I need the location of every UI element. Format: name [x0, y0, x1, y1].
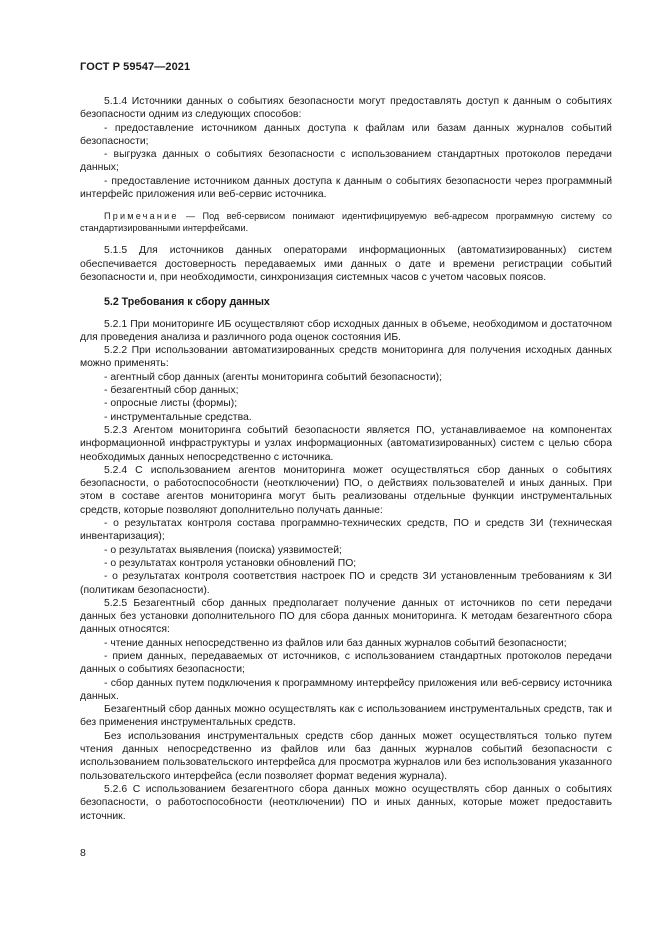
- list-item: - предоставление источником данных доступа к данным о событиях безопасности через программный интерфейс приложения или веб-сервис источника.: [80, 175, 612, 202]
- paragraph-5-1-4: 5.1.4 Источники данных о событиях безопасности могут предоставлять доступ к данным о событиях безопасности одним из следующих способов:: [80, 96, 612, 121]
- list-item: - о результатах контроля состава программно-технических средств, ПО и средств ЗИ (техническая инвентаризация);: [80, 517, 612, 544]
- paragraph-5-1-5: 5.1.5 Для источников данных операторами информационных (автоматизированных) систем обеспечивается достоверность передаваемых ими данных о дате и времени регистрации событий безопасности и, при необходимости, синхронизация системных часов с учетом часовых поясов.: [80, 245, 612, 283]
- list-item: - о результатах контроля установки обновлений ПО;: [80, 557, 612, 570]
- paragraph-5-2-3: 5.2.3 Агентом мониторинга событий безопасности является ПО, устанавливаемое на компонентах информационной инфраструктуры и узлах информационных (автоматизированных) систем с целью сбора необходимых данных непосредственно с источника.: [80, 424, 612, 463]
- paragraph-5-2-2: 5.2.2 При использовании автоматизированных средств мониторинга для получения исходных данных можно применять:: [80, 345, 612, 370]
- list-item: - выгрузка данных о событиях безопасности с использованием стандартных протоколов передачи данных;: [80, 148, 612, 175]
- note-text: — Под веб-сервисом понимают идентифицируемую веб-адресом программную систему со стандартизированными интерфейсами.: [80, 211, 612, 234]
- document-id-header: ГОСТ Р 59547—2021: [80, 61, 191, 73]
- paragraph-5-2-5: 5.2.5 Безагентный сбор данных предполагает получение данных от источников по сети передачи данных без установки дополнительного ПО для сбора данных мониторинга. К методам безагентного сбора данных относятся:: [80, 597, 612, 636]
- section-title: 5.2 Требования к сбору данных: [104, 296, 270, 309]
- note-label: Примечание: [104, 211, 179, 222]
- list-item: - прием данных, передаваемых от источников, с использованием стандартных протоколов передачи данных о событиях безопасности;: [80, 650, 612, 677]
- document-body: [80, 95, 612, 823]
- list-item: - чтение данных непосредственно из файлов или баз данных журналов событий безопасности;: [80, 637, 612, 650]
- list-item: - предоставление источником данных доступа к файлам или базам данных журналов событий безопасности;: [80, 122, 612, 149]
- paragraph-agentless: Безагентный сбор данных можно осуществлять как с использованием инструментальных средств, так и без применения инструментальных средств.: [80, 704, 612, 729]
- paragraph-5-2-1: 5.2.1 При мониторинге ИБ осуществляют сбор исходных данных в объеме, необходимом и достаточном для проведения анализа и различного рода оценок состояния ИБ.: [80, 318, 612, 343]
- page-number: 8: [80, 847, 86, 859]
- paragraph-5-2-6: 5.2.6 С использованием безагентного сбора данных можно осуществлять сбор данных о событиях безопасности, о работоспособности (неотключении) ПО и иных данных, которые может предоставить источник.: [80, 783, 612, 822]
- list-item: - инструментальные средства.: [80, 411, 612, 424]
- paragraph-5-2-4: 5.2.4 С использованием агентов мониторинга может осуществляться сбор данных о событиях безопасности, о работоспособности (неотключении) ПО, о действиях пользователей и иных данных. При этом в составе агентов мониторинга могут быть реализованы отдельные функции инструментальных средств, которые позволяют дополнительно получать данные:: [80, 464, 612, 516]
- list-item: - безагентный сбор данных;: [80, 384, 612, 397]
- note: [80, 210, 612, 234]
- list-item: - опросные листы (формы);: [80, 397, 612, 410]
- list-item: - о результатах контроля соответствия настроек ПО и средств ЗИ установленным требованиям к ЗИ (политикам безопасности).: [80, 570, 612, 597]
- list-item: - о результатах выявления (поиска) уязвимостей;: [80, 544, 612, 557]
- list-item: - агентный сбор данных (агенты мониторинга событий безопасности);: [80, 371, 612, 384]
- list-item: - сбор данных путем подключения к программному интерфейсу приложения или веб-сервису источника данных.: [80, 677, 612, 704]
- paragraph-without-tools: Без использования инструментальных средств сбор данных может осуществляться только путем чтения данных непосредственно из файлов или баз данных журналов событий безопасности с использованием пользовательского интерфейса для просмотра журналов или без использования указанного пользовательского интерфейса (если позволяет формат ведения журнала).: [80, 730, 612, 782]
